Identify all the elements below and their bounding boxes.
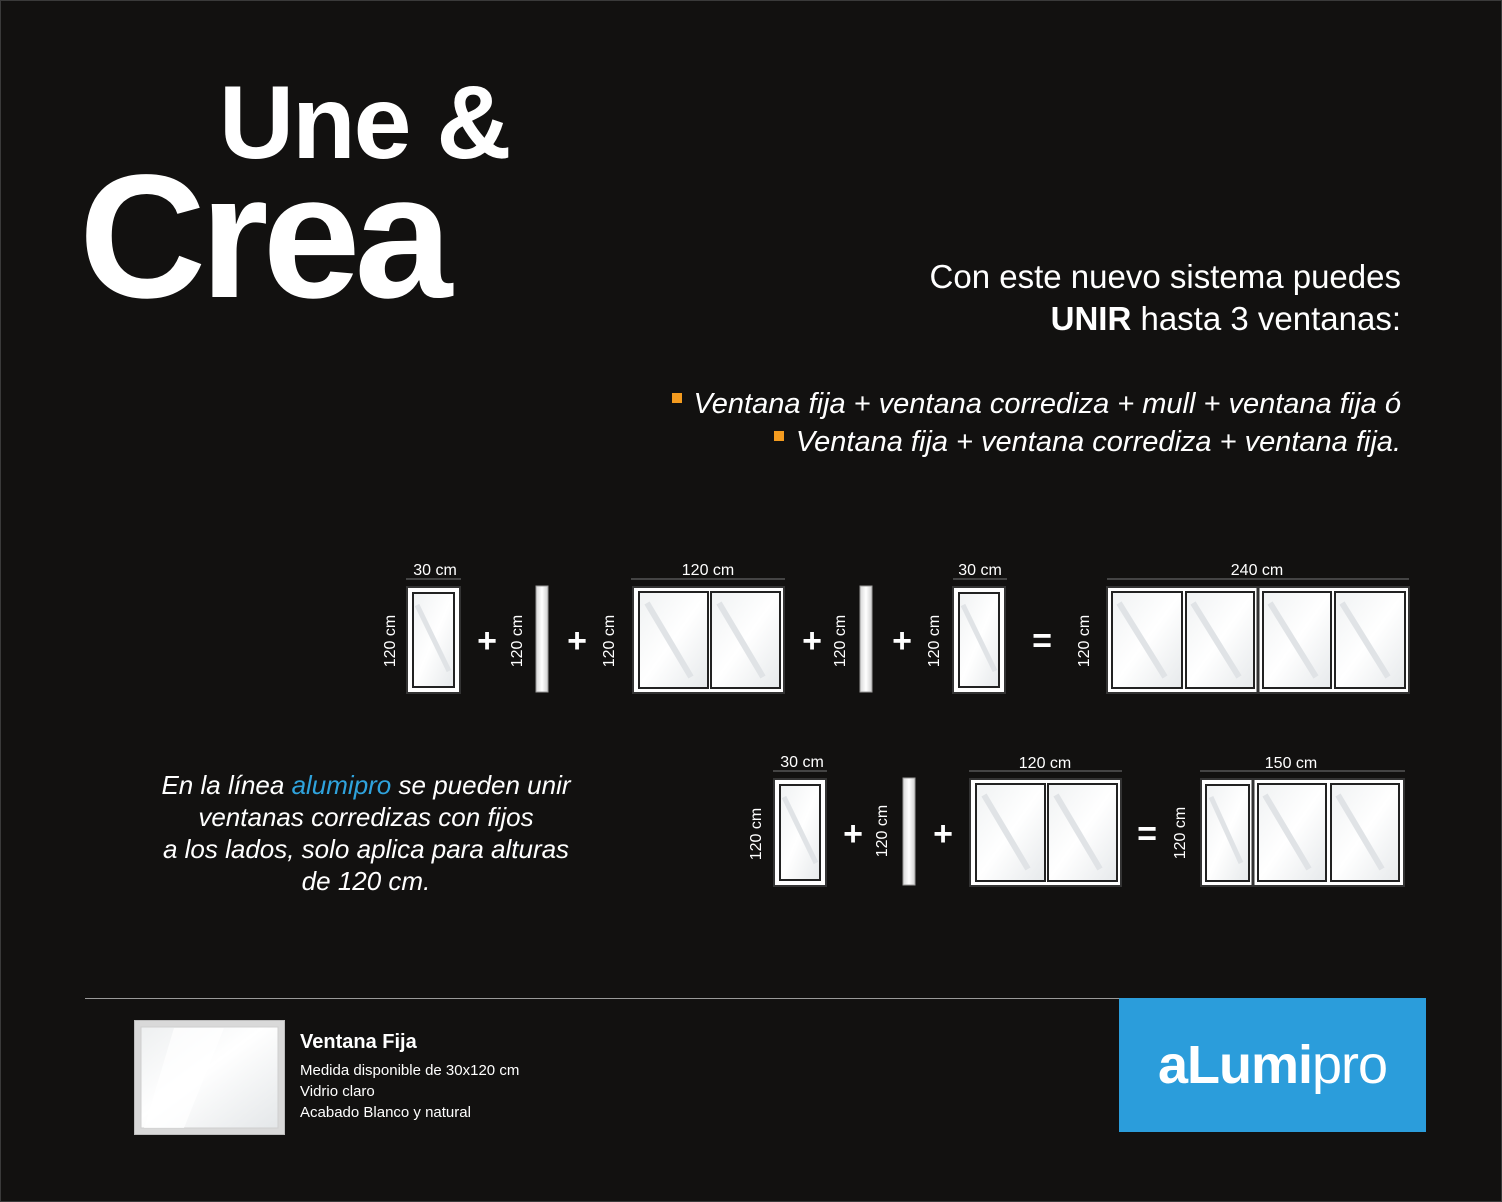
plus-operator: + bbox=[802, 622, 822, 660]
diagram-1 bbox=[382, 562, 1409, 693]
height-label: 120 cm bbox=[926, 614, 943, 668]
brand-word: alumipro bbox=[291, 770, 392, 800]
description-line-3: a los lados, solo aplica para alturas bbox=[162, 834, 570, 864]
description-part-2: se pueden unir bbox=[391, 770, 571, 800]
fixed-window-thumbnail bbox=[134, 1020, 286, 1136]
option-text: Ventana fija + ventana corrediza + ventana fija. bbox=[795, 426, 1401, 458]
description-line-4: de 120 cm. bbox=[301, 866, 431, 896]
mull-profile bbox=[903, 778, 915, 885]
width-label: 120 cm bbox=[1018, 755, 1072, 772]
width-label: 240 cm bbox=[1230, 562, 1284, 579]
plus-operator: + bbox=[477, 622, 497, 660]
plus-operator: + bbox=[892, 622, 912, 660]
height-label: 120 cm bbox=[832, 614, 849, 668]
description bbox=[111, 769, 621, 897]
height-label: 120 cm bbox=[509, 614, 526, 668]
width-label: 30 cm bbox=[780, 754, 824, 771]
alumipro-logo bbox=[1119, 998, 1426, 1132]
product-detail: Medida disponible de 30x120 cm bbox=[300, 1062, 520, 1079]
height-label: 120 cm bbox=[601, 614, 618, 668]
width-label: 30 cm bbox=[413, 562, 457, 579]
mull-profile bbox=[860, 586, 872, 692]
combined-window bbox=[1107, 587, 1409, 693]
intro-line-2-rest: hasta 3 ventanas: bbox=[1131, 300, 1401, 337]
description-part-1: En la línea bbox=[161, 770, 292, 800]
title-crea: Crea bbox=[79, 139, 447, 335]
fixed-window bbox=[407, 587, 460, 693]
intro-unir: UNIR bbox=[1050, 300, 1132, 337]
diagram-2 bbox=[748, 754, 1405, 886]
mull-profile bbox=[536, 586, 548, 692]
description-line-2: ventanas corredizas con fijos bbox=[198, 802, 534, 832]
plus-operator: + bbox=[567, 622, 587, 660]
plus-operator: + bbox=[843, 815, 863, 853]
equals-operator: = bbox=[1137, 815, 1157, 853]
height-label: 120 cm bbox=[874, 804, 891, 858]
width-label: 150 cm bbox=[1264, 755, 1318, 772]
fixed-window bbox=[774, 779, 826, 886]
logo-text bbox=[1119, 1034, 1426, 1096]
intro-line-1: Con este nuevo sistema puedes bbox=[929, 258, 1401, 295]
sliding-window bbox=[970, 779, 1121, 886]
height-label: 120 cm bbox=[1172, 806, 1189, 860]
title-une: Une & bbox=[219, 65, 510, 181]
fixed-window bbox=[953, 587, 1005, 693]
sliding-window bbox=[633, 587, 784, 693]
combined-window bbox=[1201, 779, 1404, 886]
product-title: Ventana Fija bbox=[300, 1031, 417, 1053]
option-text: Ventana fija + ventana corrediza + mull + ventana fija ó bbox=[693, 388, 1401, 420]
logo-part-2: pro bbox=[1311, 1035, 1388, 1095]
description-line-1 bbox=[111, 769, 621, 801]
height-label: 120 cm bbox=[382, 614, 399, 668]
product-detail: Acabado Blanco y natural bbox=[300, 1104, 471, 1121]
equals-operator: = bbox=[1032, 622, 1052, 660]
height-label: 120 cm bbox=[1076, 614, 1093, 668]
width-label: 120 cm bbox=[681, 562, 735, 579]
plus-operator: + bbox=[933, 815, 953, 853]
logo-part-1: aLumi bbox=[1157, 1035, 1312, 1095]
product-detail: Vidrio claro bbox=[300, 1083, 375, 1100]
width-label: 30 cm bbox=[958, 562, 1002, 579]
height-label: 120 cm bbox=[748, 807, 765, 861]
